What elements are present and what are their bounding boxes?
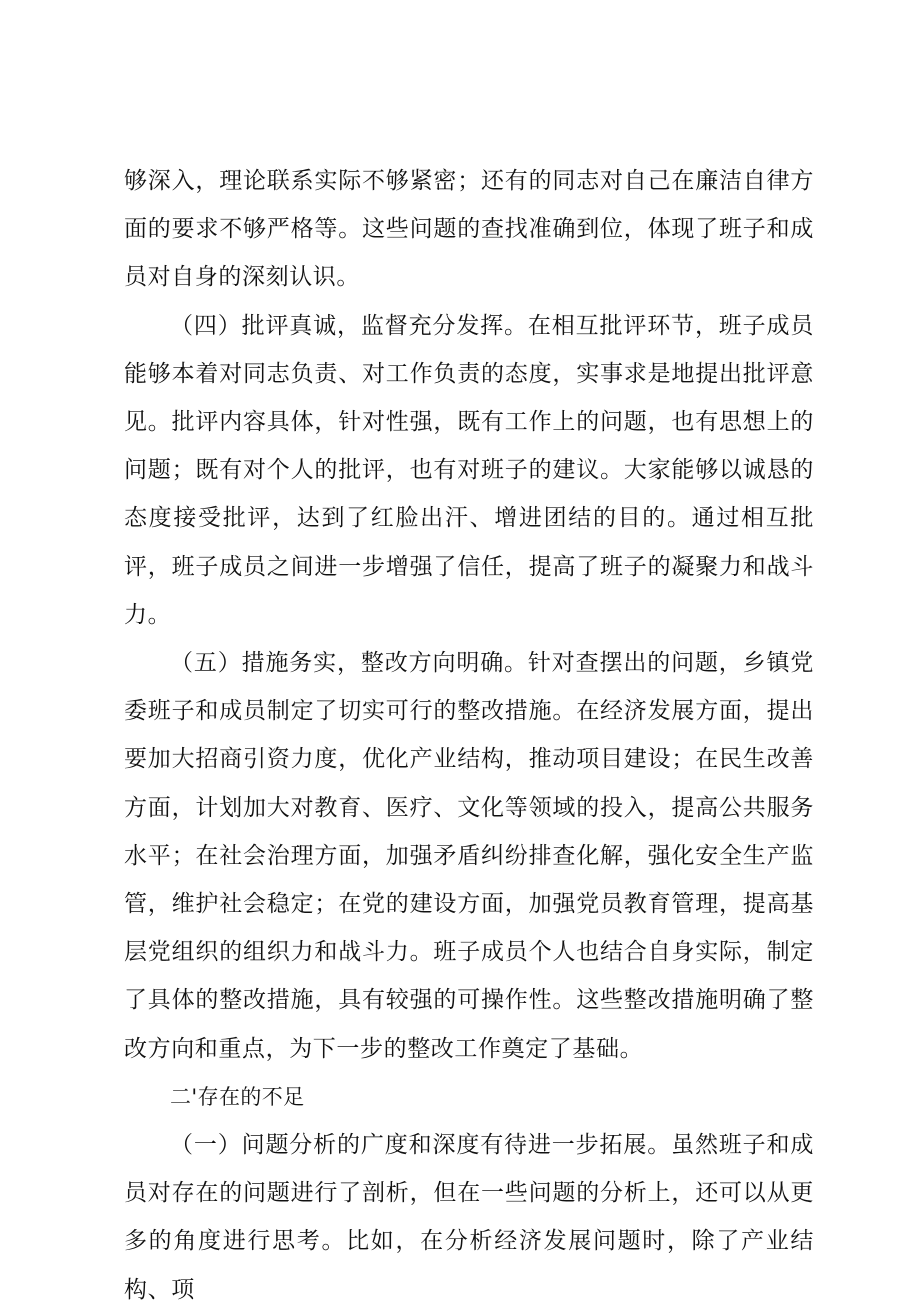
section-heading-shortcomings: 二'存在的不足 [170, 1084, 305, 1109]
paragraph-measures: （五）措施务实，整改方向明确。针对查摆出的问题，乡镇党委班子和成员制定了切实可行的整改措施。在经济发展方面，提出要加大招商引资力度，优化产业结构，推动项目建设；在民生改善方面，计划加大对教育、医疗、文化等领域的投入，提高公共服务水平；在社会治理方面，加强矛盾纠纷排查化解，强化安全生产监管，维护社会稳定；在党的建设方面，加强党员教育管理，提高基层党组织的组织力和战斗力。班子成员个人也结合自身实际，制定了具体的整改措施，具有较强的可操作性。这些整改措施明确了整改方向和重点，为下一步的整改工作奠定了基础。 [124, 650, 814, 1062]
document-body [124, 157, 814, 1314]
paragraph-continuation: 够深入，理论联系实际不够紧密；还有的同志对自己在廉洁自律方面的要求不够严格等。这些问题的查找准确到位，体现了班子和成员对自身的深刻认识。 [124, 168, 814, 291]
paragraph-problem-analysis: （一）问题分析的广度和深度有待进一步拓展。虽然班子和成员对存在的问题进行了剖析，但在一些问题的分析上，还可以从更多的角度进行思考。比如，在分析经济发展问题时，除了产业结构、项 [124, 1132, 814, 1303]
paragraph-criticism: （四）批评真诚，监督充分发挥。在相互批评环节，班子成员能够本着对同志负责、对工作负责的态度，实事求是地提出批评意见。批评内容具体，针对性强，既有工作上的问题，也有思想上的问题；既有对个人的批评，也有对班子的建议。大家能够以诚恳的态度接受批评，达到了红脸出汗、增进团结的目的。通过相互批评，班子成员之间进一步增强了信任，提高了班子的凝聚力和战斗力。 [124, 312, 814, 628]
